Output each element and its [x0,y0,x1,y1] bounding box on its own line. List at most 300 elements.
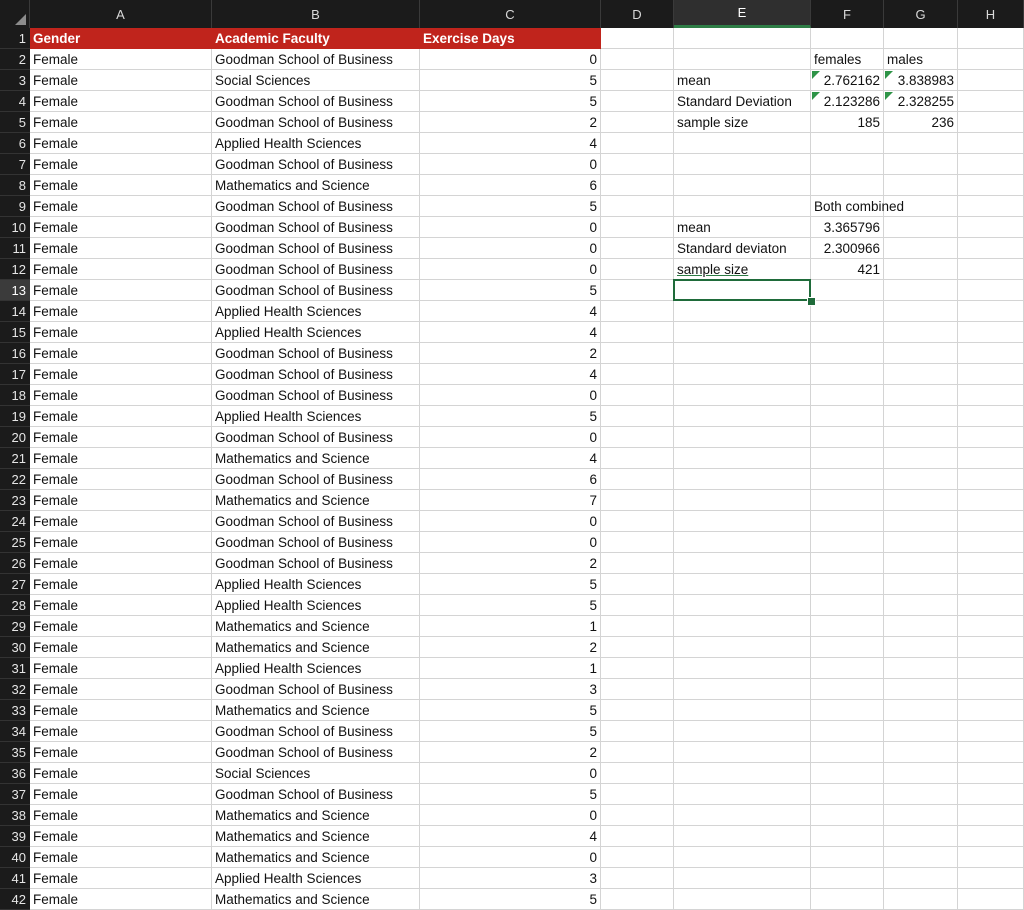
exercise-days-cell[interactable] [420,805,601,826]
cell[interactable] [958,595,1024,616]
cell[interactable] [958,280,1024,301]
cell[interactable] [884,595,958,616]
cell[interactable] [601,259,674,280]
gender-cell[interactable] [30,175,212,196]
cell[interactable] [811,490,884,511]
faculty-cell[interactable] [212,385,420,406]
cell[interactable] [601,553,674,574]
cell[interactable] [601,784,674,805]
cell[interactable] [674,847,811,868]
cell[interactable] [958,385,1024,406]
cell[interactable] [884,259,958,280]
row-header[interactable]: 18 [0,385,30,406]
exercise-days-cell[interactable] [420,658,601,679]
gender-cell[interactable] [30,889,212,910]
cell[interactable] [674,49,811,70]
cell[interactable] [601,805,674,826]
cell[interactable] [811,658,884,679]
cell[interactable] [958,91,1024,112]
row-header[interactable]: 21 [0,448,30,469]
stats-cell[interactable] [674,259,811,280]
cell[interactable] [601,889,674,910]
cell[interactable] [811,805,884,826]
faculty-cell[interactable] [212,469,420,490]
cell[interactable] [811,763,884,784]
faculty-cell[interactable] [212,847,420,868]
row-header[interactable]: 19 [0,406,30,427]
row-header[interactable]: 31 [0,658,30,679]
gender-cell[interactable] [30,217,212,238]
cell[interactable] [601,28,674,49]
exercise-days-cell[interactable] [420,112,601,133]
stats-cell[interactable] [811,112,884,133]
cell[interactable] [674,469,811,490]
gender-cell[interactable] [30,616,212,637]
exercise-days-cell[interactable] [420,154,601,175]
cell[interactable] [958,364,1024,385]
row-header[interactable]: 12 [0,259,30,280]
cell[interactable] [601,847,674,868]
row-header[interactable]: 34 [0,721,30,742]
cell[interactable] [674,133,811,154]
gender-cell[interactable] [30,448,212,469]
cell[interactable] [674,889,811,910]
cell[interactable] [811,616,884,637]
cell[interactable] [674,721,811,742]
faculty-cell[interactable] [212,133,420,154]
cell[interactable] [958,742,1024,763]
gender-cell[interactable] [30,427,212,448]
faculty-cell[interactable] [212,70,420,91]
cell[interactable] [674,322,811,343]
cell[interactable] [958,154,1024,175]
exercise-days-cell[interactable] [420,448,601,469]
cell[interactable] [811,826,884,847]
row-header[interactable]: 4 [0,91,30,112]
gender-cell[interactable] [30,721,212,742]
row-header[interactable]: 37 [0,784,30,805]
cell[interactable] [674,385,811,406]
cell[interactable] [958,28,1024,49]
cell[interactable] [811,868,884,889]
exercise-days-cell[interactable] [420,553,601,574]
gender-cell[interactable] [30,238,212,259]
faculty-cell[interactable] [212,511,420,532]
exercise-days-cell[interactable] [420,616,601,637]
exercise-days-cell[interactable] [420,364,601,385]
faculty-cell[interactable] [212,784,420,805]
table-header-cell[interactable] [212,28,420,49]
cell[interactable] [601,532,674,553]
cell[interactable] [884,805,958,826]
exercise-days-cell[interactable] [420,595,601,616]
stats-cell[interactable] [674,112,811,133]
cell[interactable] [884,511,958,532]
column-header-h[interactable]: H [958,0,1024,28]
gender-cell[interactable] [30,658,212,679]
cell[interactable] [601,112,674,133]
cell[interactable] [884,553,958,574]
exercise-days-cell[interactable] [420,511,601,532]
exercise-days-cell[interactable] [420,847,601,868]
faculty-cell[interactable] [212,826,420,847]
row-header[interactable]: 13 [0,280,30,301]
cell[interactable] [884,616,958,637]
row-header[interactable]: 16 [0,343,30,364]
cell[interactable] [884,322,958,343]
cell[interactable] [601,574,674,595]
row-header[interactable]: 42 [0,889,30,910]
cell[interactable] [811,322,884,343]
cell[interactable] [811,574,884,595]
exercise-days-cell[interactable] [420,721,601,742]
cell[interactable] [674,868,811,889]
gender-cell[interactable] [30,784,212,805]
cell[interactable] [601,280,674,301]
cell[interactable] [811,784,884,805]
cell[interactable] [884,28,958,49]
cell[interactable] [601,196,674,217]
faculty-cell[interactable] [212,343,420,364]
gender-cell[interactable] [30,70,212,91]
faculty-cell[interactable] [212,658,420,679]
row-header[interactable]: 33 [0,700,30,721]
cell[interactable] [884,868,958,889]
cell[interactable] [884,490,958,511]
cell[interactable] [884,637,958,658]
faculty-cell[interactable] [212,49,420,70]
stats-cell[interactable] [674,70,811,91]
gender-cell[interactable] [30,868,212,889]
gender-cell[interactable] [30,49,212,70]
cell[interactable] [884,574,958,595]
cell[interactable] [958,259,1024,280]
row-header[interactable]: 26 [0,553,30,574]
stats-cell[interactable] [884,70,958,91]
exercise-days-cell[interactable] [420,322,601,343]
active-cell-selection[interactable] [673,279,811,301]
stats-cell[interactable] [811,259,884,280]
cell[interactable] [674,490,811,511]
cell[interactable] [811,553,884,574]
gender-cell[interactable] [30,511,212,532]
cell[interactable] [601,238,674,259]
cell[interactable] [674,679,811,700]
cell[interactable] [811,532,884,553]
gender-cell[interactable] [30,763,212,784]
exercise-days-cell[interactable] [420,385,601,406]
gender-cell[interactable] [30,133,212,154]
cell[interactable] [674,595,811,616]
faculty-cell[interactable] [212,889,420,910]
cell[interactable] [811,847,884,868]
cell[interactable] [884,826,958,847]
exercise-days-cell[interactable] [420,868,601,889]
cell[interactable] [811,154,884,175]
stats-cell[interactable] [884,91,958,112]
cell[interactable] [884,385,958,406]
cell[interactable] [674,364,811,385]
cell[interactable] [811,721,884,742]
cell[interactable] [811,448,884,469]
cell[interactable] [958,175,1024,196]
gender-cell[interactable] [30,574,212,595]
exercise-days-cell[interactable] [420,91,601,112]
cell[interactable] [601,448,674,469]
cell[interactable] [601,469,674,490]
stats-cell[interactable] [811,196,905,217]
cell[interactable] [811,511,884,532]
faculty-cell[interactable] [212,217,420,238]
cell[interactable] [601,406,674,427]
error-flag-icon[interactable] [812,92,820,100]
faculty-cell[interactable] [212,574,420,595]
row-header[interactable]: 24 [0,511,30,532]
fill-handle[interactable] [807,297,816,306]
cell[interactable] [674,700,811,721]
row-header[interactable]: 10 [0,217,30,238]
cell[interactable] [958,196,1024,217]
cell[interactable] [811,700,884,721]
stats-cell[interactable] [811,238,884,259]
row-header[interactable]: 7 [0,154,30,175]
cell[interactable] [811,385,884,406]
column-header-e[interactable]: E [674,0,811,28]
cell[interactable] [884,784,958,805]
table-header-cell[interactable] [420,28,601,49]
faculty-cell[interactable] [212,595,420,616]
cell[interactable] [958,238,1024,259]
cell[interactable] [958,49,1024,70]
row-header[interactable]: 25 [0,532,30,553]
cell[interactable] [601,637,674,658]
select-all-corner[interactable] [0,0,30,28]
column-header-a[interactable]: A [30,0,212,28]
cell[interactable] [958,469,1024,490]
faculty-cell[interactable] [212,637,420,658]
cell[interactable] [884,847,958,868]
exercise-days-cell[interactable] [420,784,601,805]
stats-cell[interactable] [811,217,884,238]
cell[interactable] [958,679,1024,700]
row-header[interactable]: 39 [0,826,30,847]
row-header[interactable]: 40 [0,847,30,868]
gender-cell[interactable] [30,154,212,175]
faculty-cell[interactable] [212,427,420,448]
faculty-cell[interactable] [212,448,420,469]
cell[interactable] [884,343,958,364]
row-header[interactable]: 38 [0,805,30,826]
gender-cell[interactable] [30,301,212,322]
cell[interactable] [674,175,811,196]
cell[interactable] [958,721,1024,742]
faculty-cell[interactable] [212,616,420,637]
gender-cell[interactable] [30,280,212,301]
cell[interactable] [958,532,1024,553]
exercise-days-cell[interactable] [420,280,601,301]
error-flag-icon[interactable] [885,71,893,79]
row-header[interactable]: 23 [0,490,30,511]
faculty-cell[interactable] [212,679,420,700]
cell[interactable] [601,700,674,721]
cell[interactable] [811,637,884,658]
cell[interactable] [601,658,674,679]
row-header[interactable]: 15 [0,322,30,343]
cell[interactable] [601,343,674,364]
gender-cell[interactable] [30,406,212,427]
cell[interactable] [601,763,674,784]
cell[interactable] [958,133,1024,154]
exercise-days-cell[interactable] [420,700,601,721]
row-header[interactable]: 3 [0,70,30,91]
row-header[interactable]: 35 [0,742,30,763]
cell[interactable] [601,721,674,742]
faculty-cell[interactable] [212,259,420,280]
column-header-d[interactable]: D [601,0,674,28]
cell[interactable] [958,112,1024,133]
cell[interactable] [601,742,674,763]
cell[interactable] [958,490,1024,511]
cell[interactable] [884,217,958,238]
cell[interactable] [811,406,884,427]
cell[interactable] [601,91,674,112]
stats-cell[interactable] [811,49,884,70]
gender-cell[interactable] [30,469,212,490]
cell[interactable] [884,427,958,448]
cell[interactable] [958,511,1024,532]
cell[interactable] [884,280,958,301]
cell[interactable] [601,385,674,406]
cell[interactable] [884,238,958,259]
cell[interactable] [884,448,958,469]
row-header[interactable]: 2 [0,49,30,70]
cell[interactable] [811,469,884,490]
cell[interactable] [674,301,811,322]
gender-cell[interactable] [30,364,212,385]
cell[interactable] [674,343,811,364]
faculty-cell[interactable] [212,406,420,427]
exercise-days-cell[interactable] [420,889,601,910]
cell[interactable] [958,322,1024,343]
exercise-days-cell[interactable] [420,70,601,91]
row-header[interactable]: 1 [0,28,30,49]
cell[interactable] [884,658,958,679]
gender-cell[interactable] [30,532,212,553]
exercise-days-cell[interactable] [420,490,601,511]
exercise-days-cell[interactable] [420,427,601,448]
cell[interactable] [811,679,884,700]
faculty-cell[interactable] [212,700,420,721]
cell[interactable] [811,343,884,364]
cell[interactable] [958,448,1024,469]
cell[interactable] [958,763,1024,784]
cell[interactable] [884,532,958,553]
cell[interactable] [811,301,884,322]
cell[interactable] [958,826,1024,847]
stats-cell[interactable] [674,91,811,112]
gender-cell[interactable] [30,742,212,763]
cell[interactable] [674,784,811,805]
exercise-days-cell[interactable] [420,259,601,280]
cell[interactable] [601,70,674,91]
cell[interactable] [884,742,958,763]
cell[interactable] [958,217,1024,238]
faculty-cell[interactable] [212,721,420,742]
exercise-days-cell[interactable] [420,469,601,490]
gender-cell[interactable] [30,259,212,280]
cell[interactable] [674,154,811,175]
row-header[interactable]: 20 [0,427,30,448]
cell[interactable] [601,175,674,196]
cell[interactable] [811,889,884,910]
gender-cell[interactable] [30,805,212,826]
gender-cell[interactable] [30,322,212,343]
cell[interactable] [884,679,958,700]
row-header[interactable]: 11 [0,238,30,259]
cell[interactable] [884,406,958,427]
cell[interactable] [958,574,1024,595]
cell[interactable] [958,784,1024,805]
gender-cell[interactable] [30,553,212,574]
gender-cell[interactable] [30,847,212,868]
cell[interactable] [601,595,674,616]
cell[interactable] [884,301,958,322]
gender-cell[interactable] [30,343,212,364]
cell[interactable] [674,574,811,595]
exercise-days-cell[interactable] [420,637,601,658]
cell[interactable] [601,679,674,700]
row-header[interactable]: 8 [0,175,30,196]
faculty-cell[interactable] [212,112,420,133]
faculty-cell[interactable] [212,175,420,196]
error-flag-icon[interactable] [885,92,893,100]
stats-cell[interactable] [674,217,811,238]
exercise-days-cell[interactable] [420,238,601,259]
exercise-days-cell[interactable] [420,133,601,154]
exercise-days-cell[interactable] [420,532,601,553]
gender-cell[interactable] [30,91,212,112]
gender-cell[interactable] [30,700,212,721]
column-header-f[interactable]: F [811,0,884,28]
cell[interactable] [674,742,811,763]
cell[interactable] [958,553,1024,574]
faculty-cell[interactable] [212,91,420,112]
cell[interactable] [884,133,958,154]
faculty-cell[interactable] [212,553,420,574]
cell[interactable] [674,826,811,847]
row-header[interactable]: 5 [0,112,30,133]
cell[interactable] [601,133,674,154]
row-header[interactable]: 32 [0,679,30,700]
exercise-days-cell[interactable] [420,343,601,364]
cell[interactable] [811,133,884,154]
faculty-cell[interactable] [212,154,420,175]
row-header[interactable]: 6 [0,133,30,154]
row-header[interactable]: 29 [0,616,30,637]
cell[interactable] [884,889,958,910]
stats-cell[interactable] [884,112,958,133]
cell[interactable] [601,868,674,889]
cell[interactable] [958,637,1024,658]
stats-cell[interactable] [811,91,884,112]
cell[interactable] [811,28,884,49]
gender-cell[interactable] [30,196,212,217]
row-header[interactable]: 22 [0,469,30,490]
row-header[interactable]: 9 [0,196,30,217]
column-header-c[interactable]: C [420,0,601,28]
cell[interactable] [884,175,958,196]
table-header-cell[interactable] [30,28,212,49]
